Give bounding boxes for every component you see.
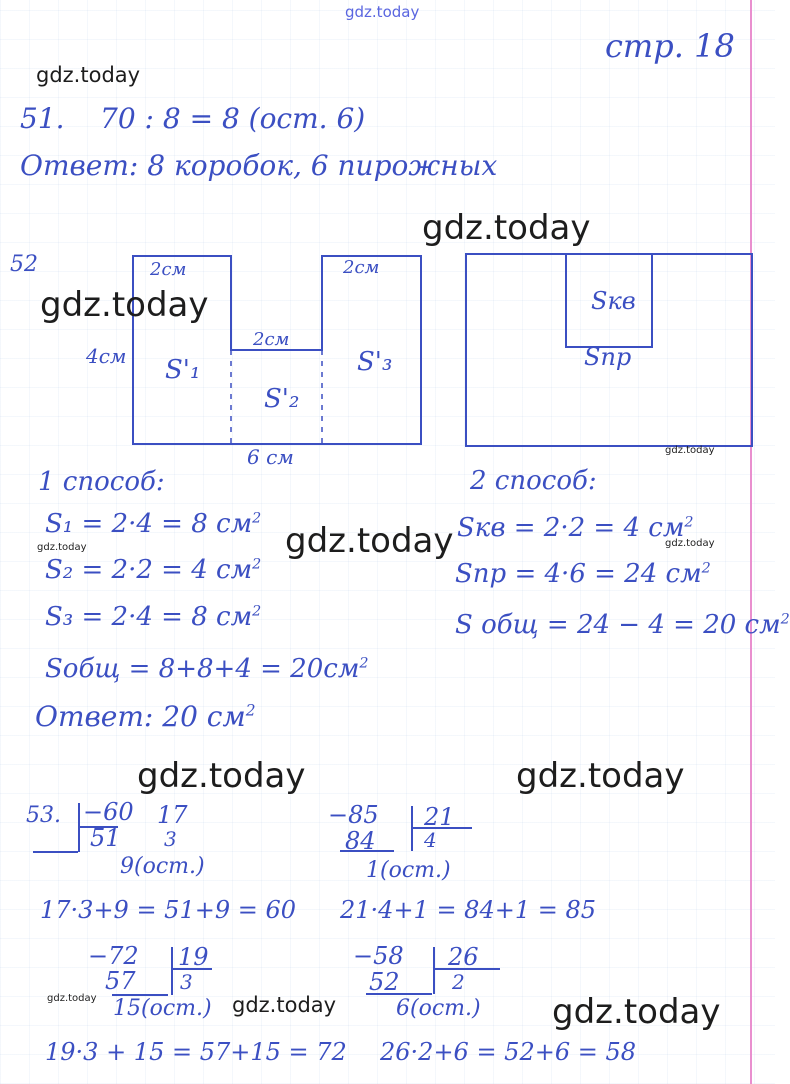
division3-quotient: 3	[180, 970, 193, 994]
watermark: gdz.today	[665, 445, 715, 456]
watermark: gdz.today	[37, 542, 87, 553]
division2-quotient: 4	[424, 828, 437, 852]
division3-divisor-value: 19	[178, 943, 209, 971]
division1-quotient: 3	[164, 827, 177, 851]
method1-line: Sобщ = $8+8+4 = 20см^2$	[45, 654, 369, 684]
fig1-top-right-label: 2см	[343, 257, 380, 278]
method1-title: 1 способ:	[38, 467, 165, 497]
task51-equation: 70 : 8 = 8 (ост. 6)	[100, 102, 366, 135]
fig1-area1-label: S'₁	[165, 355, 201, 385]
method2-line: Sкв = 2·2 = 4 $см^2$	[457, 513, 694, 543]
fig2-rectangle-label: Sпр	[584, 343, 632, 371]
method1-line: S₃ = 2·4 = 8 $см^2$	[45, 602, 262, 632]
watermark: gdz.today	[552, 992, 721, 1032]
fig1-area3-label: S'₃	[357, 347, 393, 377]
fig2-square-label: Sкв	[591, 287, 636, 315]
division4-check: 26·2+6 = 52+6 = 58	[380, 1038, 637, 1066]
division1-subtrahend: 51	[90, 824, 121, 852]
division3-check: 19·3 + 15 = 57+15 = 72	[45, 1038, 347, 1066]
task51-number: 51.	[20, 102, 65, 135]
division3-dividend: −72	[88, 942, 139, 970]
watermark: gdz.today	[36, 63, 141, 87]
division3-remainder: 15(ост.)	[113, 996, 212, 1021]
method2-line: S общ = 24 − 4 = 20 $см^2$	[455, 610, 790, 640]
method2-line: Sпр = 4·6 = 24 $см^2$	[455, 559, 711, 589]
division4-subtrahend: 52	[369, 968, 400, 996]
watermark: gdz.today	[137, 756, 306, 796]
watermark: gdz.today	[47, 993, 97, 1004]
watermark: gdz.today	[422, 208, 591, 248]
division2-check: 21·4+1 = 84+1 = 85	[340, 896, 597, 924]
method1-answer: Ответ: 20 $см^2$	[35, 700, 256, 733]
method1-line: S₁ = 2·4 = 8 $см^2$	[45, 509, 262, 539]
fig1-area2-label: S'₂	[264, 384, 300, 414]
method2-title: 2 способ:	[470, 466, 597, 496]
division1-remainder: 9(ост.)	[120, 854, 205, 879]
division2-subtrahend: 84	[345, 827, 376, 855]
watermark: gdz.today	[665, 538, 715, 549]
task53-number: 53.	[26, 803, 61, 828]
task51-answer: Ответ: 8 коробок, 6 пирожных	[20, 149, 498, 182]
fig1-middle-label: 2см	[253, 329, 290, 350]
task52-number: 52	[10, 252, 38, 277]
watermark: gdz.today	[40, 285, 209, 325]
division2-divisor-value: 21	[424, 803, 455, 831]
division4-dividend: −58	[353, 942, 404, 970]
watermark-top: gdz.today	[345, 3, 420, 21]
division3-subtrahend: 57	[105, 967, 136, 995]
watermark: gdz.today	[516, 756, 685, 796]
division1-check: 17·3+9 = 51+9 = 60	[40, 896, 297, 924]
fig1-bottom-label: 6 см	[247, 445, 294, 469]
division1-divisor-value: 17	[157, 801, 188, 829]
division1-dividend: −60	[83, 798, 134, 826]
division2-remainder: 1(ост.)	[366, 858, 451, 883]
watermark: gdz.today	[285, 521, 454, 561]
method1-line: S₂ = 2·2 = 4 $см^2$	[45, 555, 262, 585]
division4-divisor-value: 26	[448, 943, 479, 971]
division2-dividend: −85	[328, 801, 379, 829]
watermark: gdz.today	[232, 993, 337, 1017]
fig1-top-left-label: 2см	[150, 259, 187, 280]
page-number: стр. 18	[605, 27, 735, 65]
division4-remainder: 6(ост.)	[396, 996, 481, 1021]
division4-quotient: 2	[452, 970, 465, 994]
fig1-height-label: 4см	[86, 344, 127, 368]
